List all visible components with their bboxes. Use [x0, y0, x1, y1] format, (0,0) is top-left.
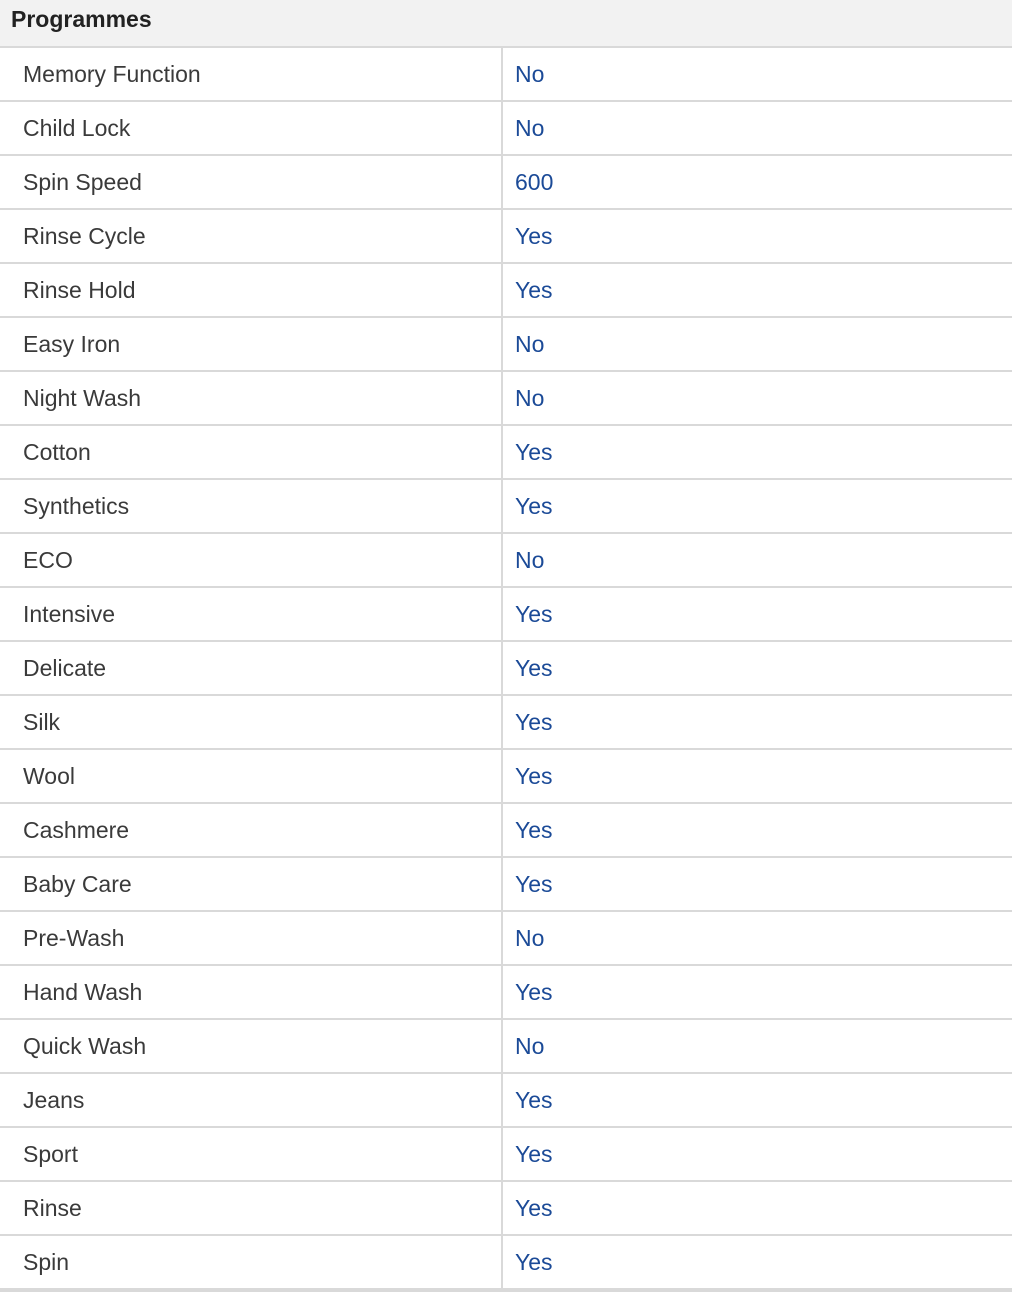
spec-value: Yes: [515, 978, 553, 1005]
table-row: [0, 750, 1012, 804]
spec-value: Yes: [515, 1140, 553, 1167]
spec-value: Yes: [515, 600, 553, 627]
table-row: [0, 858, 1012, 912]
spec-label: Synthetics: [0, 480, 503, 532]
spec-label: Hand Wash: [0, 966, 503, 1018]
spec-label: Quick Wash: [0, 1020, 503, 1072]
table-row: [0, 1020, 1012, 1074]
spec-label: Cashmere: [0, 804, 503, 856]
spec-value: No: [515, 924, 545, 951]
spec-value: Yes: [515, 438, 553, 465]
spec-label: Rinse Hold: [0, 264, 503, 316]
table-row: [0, 1236, 1012, 1290]
spec-label: Silk: [0, 696, 503, 748]
table-row: [0, 1074, 1012, 1128]
spec-value: No: [515, 384, 545, 411]
spec-value: Yes: [515, 816, 553, 843]
table-row: [0, 156, 1012, 210]
spec-label: Rinse Cycle: [0, 210, 503, 262]
table-row: [0, 264, 1012, 318]
spec-value: No: [515, 546, 545, 573]
spec-label: Spin: [0, 1236, 503, 1288]
spec-value: No: [515, 1032, 545, 1059]
spec-label: Jeans: [0, 1074, 503, 1126]
spec-value: Yes: [515, 1194, 553, 1221]
table-row: [0, 48, 1012, 102]
section-title: Programmes: [11, 5, 152, 32]
table-row: [0, 372, 1012, 426]
spec-value: Yes: [515, 1086, 553, 1113]
spec-value: Yes: [515, 762, 553, 789]
table-row: [0, 210, 1012, 264]
table-row: [0, 804, 1012, 858]
table-row: [0, 318, 1012, 372]
spec-label: Child Lock: [0, 102, 503, 154]
section-header: [0, 0, 1012, 48]
spec-label: Easy Iron: [0, 318, 503, 370]
spec-value: Yes: [515, 708, 553, 735]
spec-label: Memory Function: [0, 48, 503, 100]
table-row: [0, 1128, 1012, 1182]
table-row: [0, 102, 1012, 156]
spec-value: Yes: [515, 1248, 553, 1275]
table-row: [0, 480, 1012, 534]
table-row: [0, 588, 1012, 642]
spec-value: No: [515, 330, 545, 357]
table-row: [0, 696, 1012, 750]
table-row: [0, 426, 1012, 480]
spec-label: Delicate: [0, 642, 503, 694]
spec-label: Wool: [0, 750, 503, 802]
spec-value: Yes: [515, 222, 553, 249]
spec-value: Yes: [515, 870, 553, 897]
spec-value: Yes: [515, 654, 553, 681]
spec-label: ECO: [0, 534, 503, 586]
spec-value: Yes: [515, 276, 553, 303]
spec-label: Rinse: [0, 1182, 503, 1234]
spec-label: Spin Speed: [0, 156, 503, 208]
spec-rows: [0, 48, 1012, 1290]
spec-label: Night Wash: [0, 372, 503, 424]
spec-label: Pre-Wash: [0, 912, 503, 964]
spec-label: Cotton: [0, 426, 503, 478]
spec-label: Baby Care: [0, 858, 503, 910]
spec-value: 600: [515, 168, 554, 195]
spec-label: Sport: [0, 1128, 503, 1180]
table-row: [0, 642, 1012, 696]
spec-value: No: [515, 60, 545, 87]
table-row: [0, 534, 1012, 588]
table-row: [0, 1182, 1012, 1236]
spec-value: No: [515, 114, 545, 141]
table-row: [0, 966, 1012, 1020]
spec-value: Yes: [515, 492, 553, 519]
table-row: [0, 912, 1012, 966]
spec-label: Intensive: [0, 588, 503, 640]
